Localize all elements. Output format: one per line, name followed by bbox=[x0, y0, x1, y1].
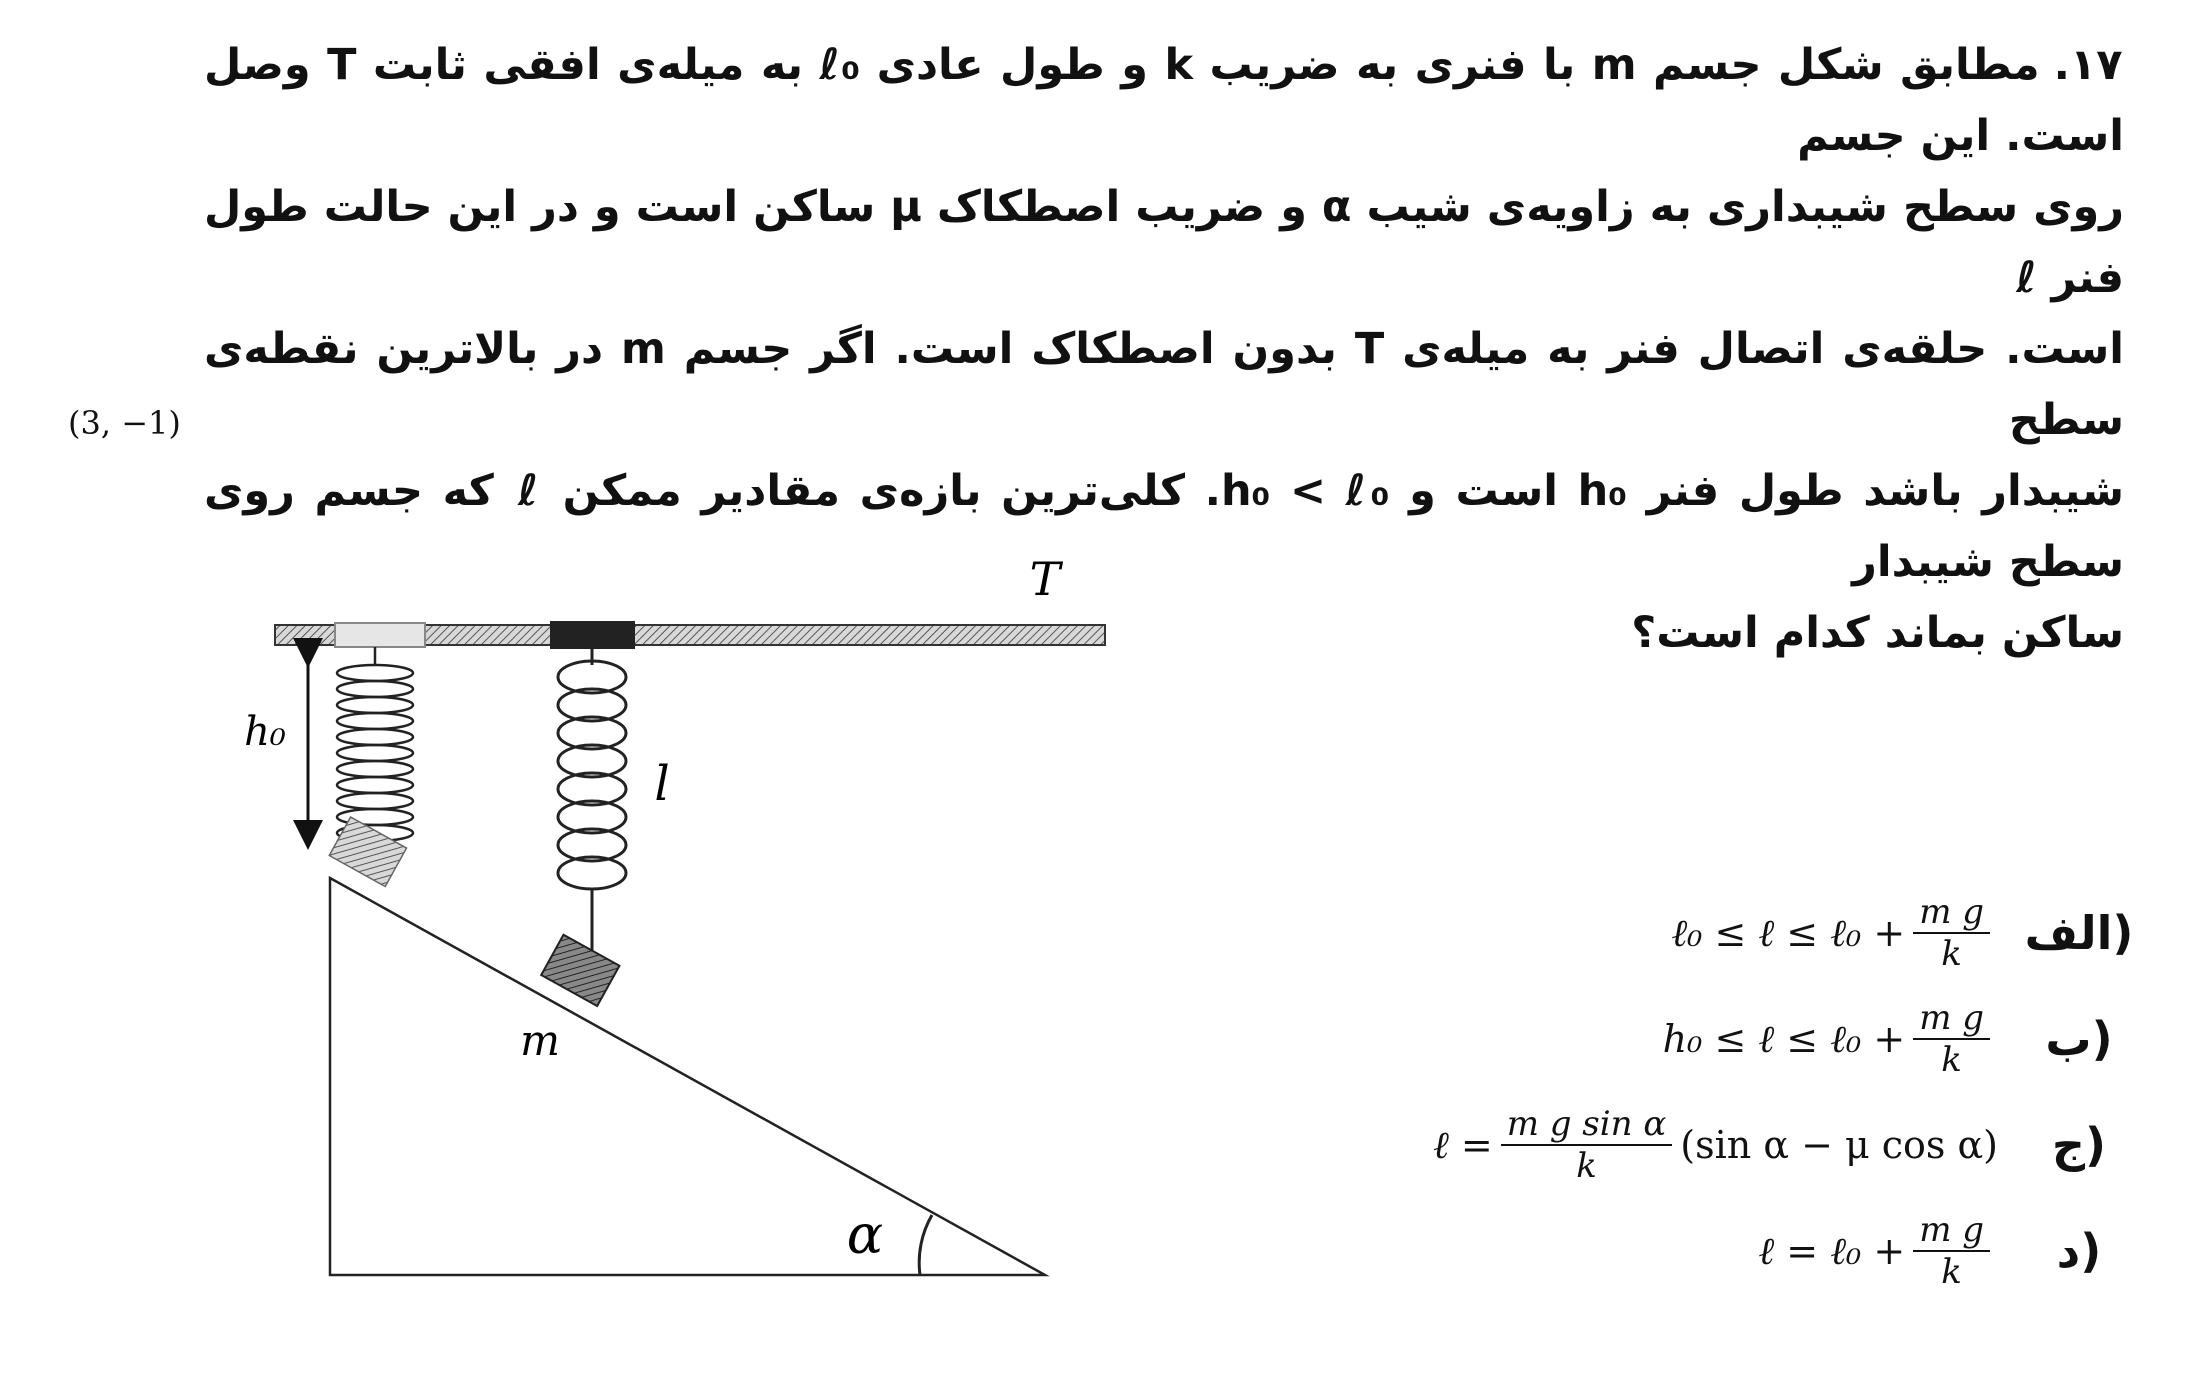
problem-number: ۱۷. bbox=[2053, 40, 2123, 90]
option-b-expression: h₀ ≤ ℓ ≤ ℓ₀ + $\frac{\text{m g}}{k}$ bbox=[1663, 998, 1998, 1080]
option-c-expression: ℓ = $\frac{\text{m g sin α}}{k}$ (sin α − μ cos α) bbox=[1432, 1104, 1998, 1186]
option-a-expression: ℓ₀ ≤ ℓ ≤ ℓ₀ + $\frac{\text{m g}}{k}$ bbox=[1671, 892, 1998, 974]
option-b-label: (ب bbox=[2045, 1012, 2113, 1066]
inclined-plane bbox=[330, 878, 1045, 1275]
mass-label: m bbox=[520, 1016, 560, 1065]
option-a-label: (الف bbox=[2024, 906, 2134, 960]
physics-figure bbox=[200, 535, 1200, 1315]
side-note: (3, −1) bbox=[68, 404, 181, 442]
option-b[interactable] bbox=[1214, 986, 2134, 1092]
problem-line-4: شیبدار باشد طول فنر h₀ است و h₀ < ℓ₀. کلی‌ترین بازه‌ی مقادیر ممکن ℓ که جسم روی سطح شیبدار bbox=[204, 466, 2124, 587]
option-c[interactable] bbox=[1214, 1092, 2134, 1198]
angle-arc bbox=[919, 1215, 932, 1275]
problem-line-1: ۱۷.مطابق شکل جسم m با فنری به ضریب k و طول عادی ℓ₀ به میله‌ی افقی ثابت T وصل است. این جسم bbox=[204, 40, 2124, 161]
mass-block bbox=[541, 935, 619, 1006]
option-d-label: (د bbox=[2056, 1224, 2102, 1278]
left-ring bbox=[335, 623, 425, 647]
height-label: h₀ bbox=[244, 709, 286, 755]
answer-options bbox=[1214, 880, 2134, 1304]
right-spring bbox=[558, 649, 626, 955]
spring-length-label: l bbox=[654, 756, 670, 812]
option-c-label: (ج bbox=[2051, 1118, 2107, 1172]
option-d[interactable] bbox=[1214, 1198, 2134, 1304]
angle-label: α bbox=[846, 1203, 884, 1266]
problem-line-3: است. حلقه‌ی اتصال فنر به میله‌ی T بدون اصطکاک است. اگر جسم m در بالاترین نقطه‌ی سطح bbox=[204, 324, 2125, 445]
rod-label: T bbox=[1029, 552, 1061, 606]
problem-line-5: ساکن بماند کدام است؟ bbox=[1631, 608, 2124, 658]
problem-line-2: روی سطح شیبداری به زاویه‌ی شیب α و ضریب اصطکاک μ ساکن است و در این حالت طول فنر ℓ bbox=[204, 182, 2124, 303]
right-ring bbox=[550, 621, 635, 649]
option-d-expression: ℓ = ℓ₀ + $\frac{\text{m g}}{k}$ bbox=[1758, 1210, 1998, 1292]
option-a[interactable] bbox=[1214, 880, 2134, 986]
